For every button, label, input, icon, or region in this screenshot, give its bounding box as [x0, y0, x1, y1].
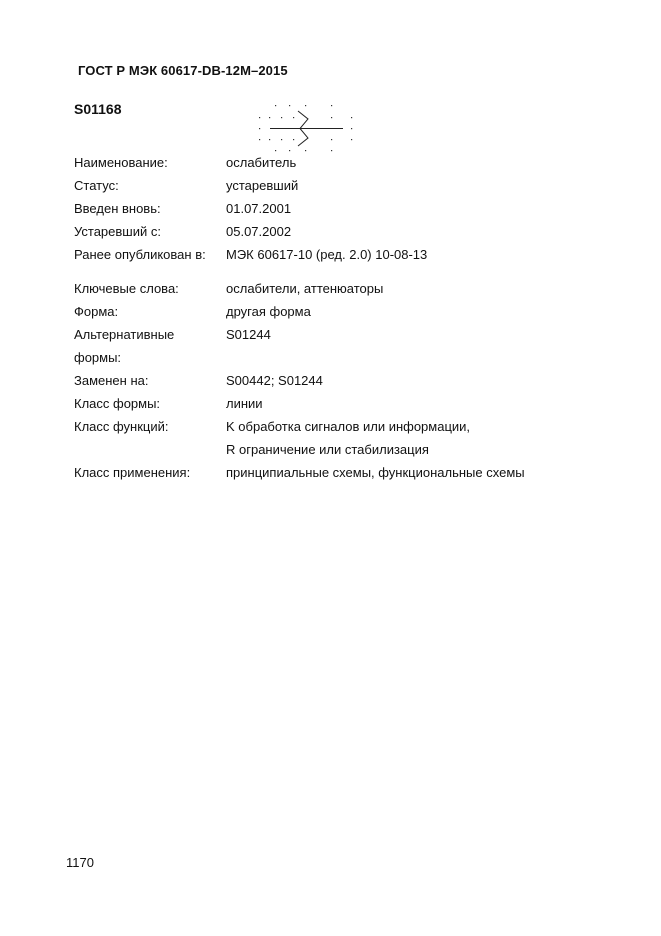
- value-form-class: линии: [226, 396, 263, 411]
- label-introduced: Введен вновь:: [74, 201, 161, 216]
- label-name: Наименование:: [74, 155, 168, 170]
- document-header: ГОСТ Р МЭК 60617-DB-12M–2015: [78, 63, 288, 78]
- row-replaced-by: [74, 369, 614, 392]
- value-function-class: [226, 415, 614, 461]
- row-obsolete: [74, 220, 614, 243]
- label-replaced-by: Заменен на:: [74, 373, 149, 388]
- row-name: [74, 151, 614, 174]
- label-keywords: Ключевые слова:: [74, 281, 179, 296]
- label-form: Форма:: [74, 304, 119, 319]
- value-replaced-by: S00442; S01244: [226, 373, 323, 388]
- label-function-class: Класс функций:: [74, 419, 169, 434]
- value-form: другая форма: [226, 304, 311, 319]
- value-status: устаревший: [226, 178, 299, 193]
- label-alt-forms: [74, 323, 226, 369]
- value-keywords: ослабители, аттенюаторы: [226, 281, 384, 296]
- attribute-table: [74, 151, 614, 484]
- value-function-class-line1: K обработка сигналов или информации,: [226, 419, 471, 434]
- value-introduced: 01.07.2001: [226, 201, 292, 216]
- label-obsolete: Устаревший с:: [74, 224, 161, 239]
- label-published: Ранее опубликован в:: [74, 247, 206, 262]
- row-published: [74, 243, 614, 266]
- value-function-class-line2: R ограничение или стабилизация: [226, 442, 429, 457]
- row-function-class: [74, 415, 614, 461]
- row-keywords: [74, 277, 614, 300]
- label-alt-forms-line1: Альтернативные: [74, 327, 175, 342]
- label-alt-forms-line2: формы:: [74, 350, 122, 365]
- label-form-class: Класс формы:: [74, 396, 161, 411]
- row-introduced: [74, 197, 614, 220]
- page-number: 1170: [66, 855, 94, 870]
- row-status: [74, 174, 614, 197]
- value-application-class: принципиальные схемы, функциональные схемы: [226, 465, 525, 480]
- value-name: ослабитель: [226, 155, 297, 170]
- value-obsolete: 05.07.2002: [226, 224, 292, 239]
- row-application-class: [74, 461, 614, 484]
- label-status: Статус:: [74, 178, 119, 193]
- label-application-class: Класс применения:: [74, 465, 191, 480]
- row-form: [74, 300, 614, 323]
- value-alt-forms: S01244: [226, 327, 271, 342]
- attenuator-symbol-icon: [254, 100, 358, 156]
- value-published: МЭК 60617-10 (ред. 2.0) 10-08-13: [226, 247, 428, 262]
- row-form-class: [74, 392, 614, 415]
- symbol-code: S01168: [74, 101, 122, 117]
- row-alt-forms: [74, 323, 614, 369]
